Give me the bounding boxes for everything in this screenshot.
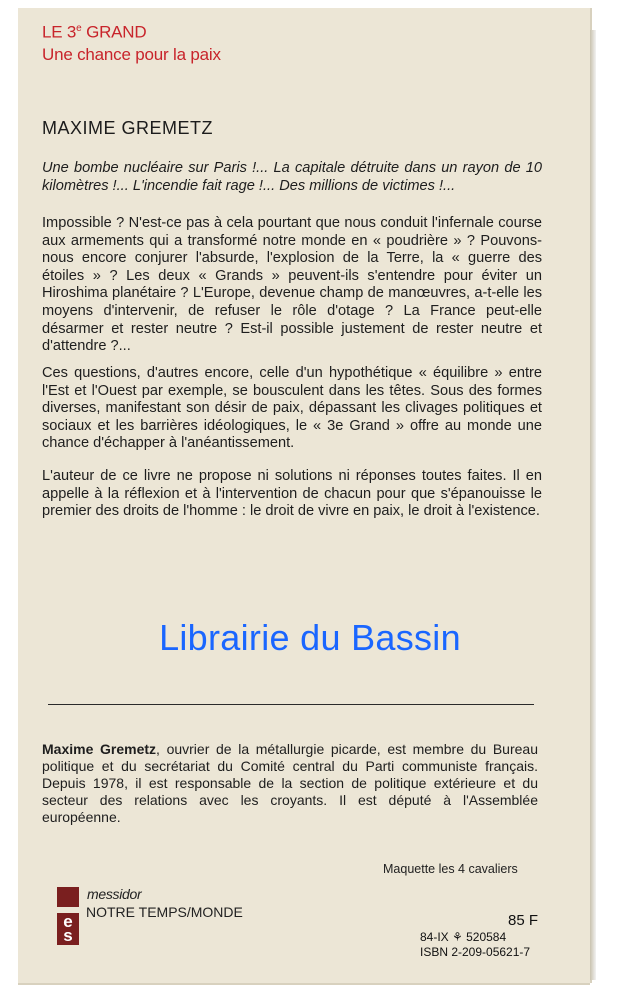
- publisher-logo-square: [57, 887, 79, 907]
- collection-name: NOTRE TEMPS/MONDE: [86, 904, 243, 920]
- publisher-logo-es: [57, 913, 79, 945]
- title-line-1: [42, 18, 221, 44]
- divider: [48, 704, 534, 705]
- cover-edge: [590, 30, 596, 980]
- paragraph-intro: Une bombe nucléaire sur Paris !... La capitale détruite dans un rayon de 10 kilomètres !... L'incendie fait rage !... Des millions de victimes !...: [42, 160, 542, 194]
- paragraph-questions: Impossible ? N'est-ce pas à cela pourtant que nous conduit l'infernale course aux armements qui a transformé notre monde en « poudrière » ? Pouvons-nous encore conjurer l'absurde, l'explosion de la Terre, la « guerre des étoiles » ? Les deux « Grands » peuvent-ils s'entendre pour éviter un Hiroshima planétaire ? L'Europe, devenue champ de manœuvres, a-t-elle les moyens d'intervenir, de refuser le rôle d'otage ? La France peut-elle désarmer et rester neutre ? Est-il possible justement de rester neutre et d'attendre ?...: [42, 215, 542, 355]
- price: 85 F: [508, 912, 539, 929]
- publisher-name: messidor: [87, 886, 142, 902]
- title-line-2: Une chance pour la paix: [42, 44, 221, 64]
- design-credit: Maquette les 4 cavaliers: [383, 862, 518, 876]
- bio-name: Maxime Gremetz: [42, 741, 157, 757]
- bookshop-watermark: Librairie du Bassin: [159, 617, 461, 658]
- author-name: MAXIME GREMETZ: [42, 118, 214, 138]
- book-title: [42, 18, 221, 66]
- title-superscript: e: [76, 23, 82, 34]
- isbn: ISBN 2-209-05621-7: [420, 945, 531, 959]
- logo-letter-s: s: [63, 926, 73, 945]
- catalog-code: 84-IX ⚘ 520584: [420, 930, 507, 944]
- bio-text: , ouvrier de la métallurgie picarde, est membre du Bureau politique et du secrétariat du Comité central du Parti communiste français. Depuis 1978, il est responsable de la section de politique extérieure et du secteur des relations avec les croyants. Il est député à l'Assemblée européenne.: [42, 741, 538, 825]
- title-suffix: GRAND: [81, 22, 147, 42]
- paragraph-author-intent: L'auteur de ce livre ne propose ni solutions ni réponses toutes faites. Il en appelle à la réflexion et à l'intervention de chacun pour que s'épanouisse le premier des droits de l'homme : le droit de vivre en paix, le droit à l'existence.: [42, 468, 542, 520]
- title-prefix: LE 3: [42, 22, 77, 42]
- catalog-codes: [420, 930, 530, 960]
- paragraph-third-grand: Ces questions, d'autres encore, celle d'un hypothétique « équilibre » entre l'Est et l'Ouest par exemple, se bousculent dans les têtes. Sous des formes diverses, manifestant son désir de paix, dépassant les clivages politiques et sociaux et les barrières idéologiques, le « 3e Grand » offre au monde une chance d'échapper à l'anéantissement.: [42, 365, 542, 452]
- logo-letter-e: e: [63, 912, 73, 931]
- author-biography: [42, 741, 538, 826]
